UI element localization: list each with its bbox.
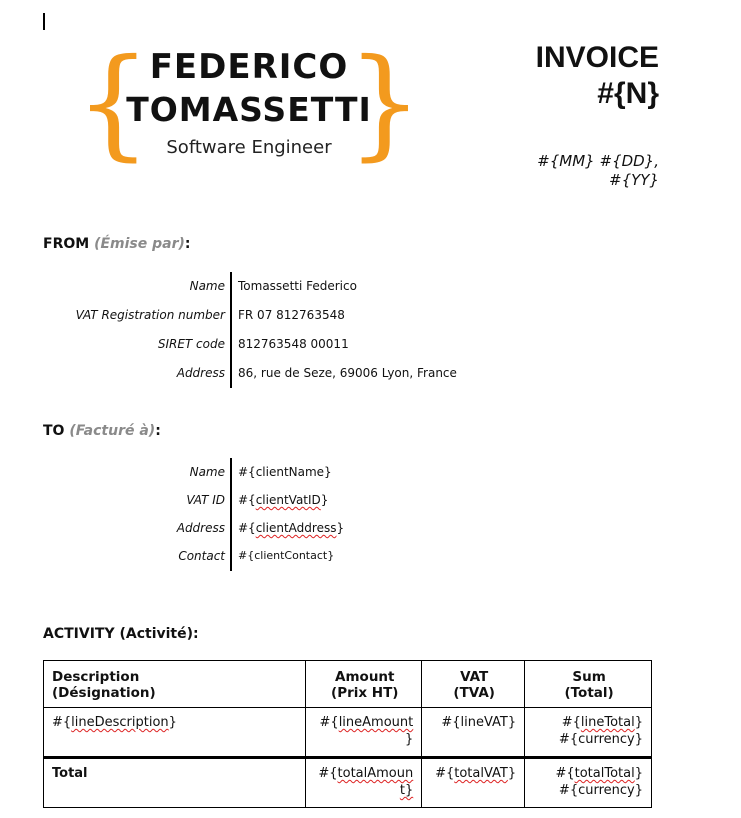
cell-total-sum: #{totalTotal} #{currency} xyxy=(525,758,652,808)
to-label: Address xyxy=(176,521,225,535)
to-label: Contact xyxy=(178,549,225,563)
from-value: FR 07 812763548 xyxy=(238,308,345,322)
right-brace-icon: } xyxy=(346,34,423,173)
to-value: #{clientContact} xyxy=(238,549,335,562)
logo-subtitle: Software Engineer xyxy=(166,137,332,158)
left-brace-icon: { xyxy=(75,34,152,173)
activity-heading: ACTIVITY (Activité): xyxy=(43,626,199,642)
to-heading xyxy=(43,423,161,439)
to-divider xyxy=(230,458,232,571)
to-value: #{clientVatID} xyxy=(238,493,329,507)
table-row xyxy=(44,708,652,758)
cell-total-vat: #{totalVAT} xyxy=(422,758,525,808)
cell-line-description: #{lineDescription} xyxy=(44,708,306,758)
to-heading-en: TO xyxy=(43,423,65,439)
from-label: Address xyxy=(176,366,225,380)
from-heading-en: FROM xyxy=(43,236,90,252)
header-sum: Sum (Total) xyxy=(525,661,652,708)
from-heading xyxy=(43,236,191,252)
header-amount: Amount (Prix HT) xyxy=(306,661,422,708)
from-label: Name xyxy=(189,279,225,293)
header-description: Description (Désignation) xyxy=(44,661,306,708)
invoice-date-line2: #{YY} xyxy=(609,171,659,189)
logo-last-name: TOMASSETTI xyxy=(126,90,372,129)
from-label: VAT Registration number xyxy=(75,308,225,322)
from-value: 86, rue de Seze, 69006 Lyon, France xyxy=(238,366,457,380)
to-label: VAT ID xyxy=(186,493,225,507)
logo-first-name: FEDERICO xyxy=(149,47,349,87)
cell-line-vat: #{lineVAT} xyxy=(422,708,525,758)
from-heading-colon: : xyxy=(184,236,191,252)
from-label: SIRET code xyxy=(157,337,225,351)
invoice-date-line1: #{MM} #{DD}, xyxy=(537,152,659,170)
invoice-date xyxy=(499,152,659,190)
activity-table xyxy=(43,660,652,808)
to-value: #{clientName} xyxy=(238,465,332,479)
text-cursor xyxy=(43,13,45,30)
company-logo xyxy=(75,34,423,173)
to-value: #{clientAddress} xyxy=(238,521,345,535)
table-total-row xyxy=(44,758,652,808)
from-value: 812763548 00011 xyxy=(238,337,349,351)
cell-total-label: Total xyxy=(44,758,306,808)
invoice-title: INVOICE xyxy=(535,41,659,74)
cell-line-amount: #{lineAmount } xyxy=(306,708,422,758)
to-heading-colon: : xyxy=(155,423,161,439)
from-value: Tomassetti Federico xyxy=(238,279,357,293)
table-header-row xyxy=(44,661,652,708)
header-vat: VAT (TVA) xyxy=(422,661,525,708)
from-divider xyxy=(230,272,232,388)
cell-total-amount: #{totalAmoun t} xyxy=(306,758,422,808)
to-heading-fr: (Facturé à) xyxy=(69,423,156,439)
cell-line-sum: #{lineTotal} #{currency} xyxy=(525,708,652,758)
from-heading-fr: (Émise par) xyxy=(94,236,185,252)
invoice-number: #{N} xyxy=(597,77,659,110)
to-label: Name xyxy=(189,465,225,479)
